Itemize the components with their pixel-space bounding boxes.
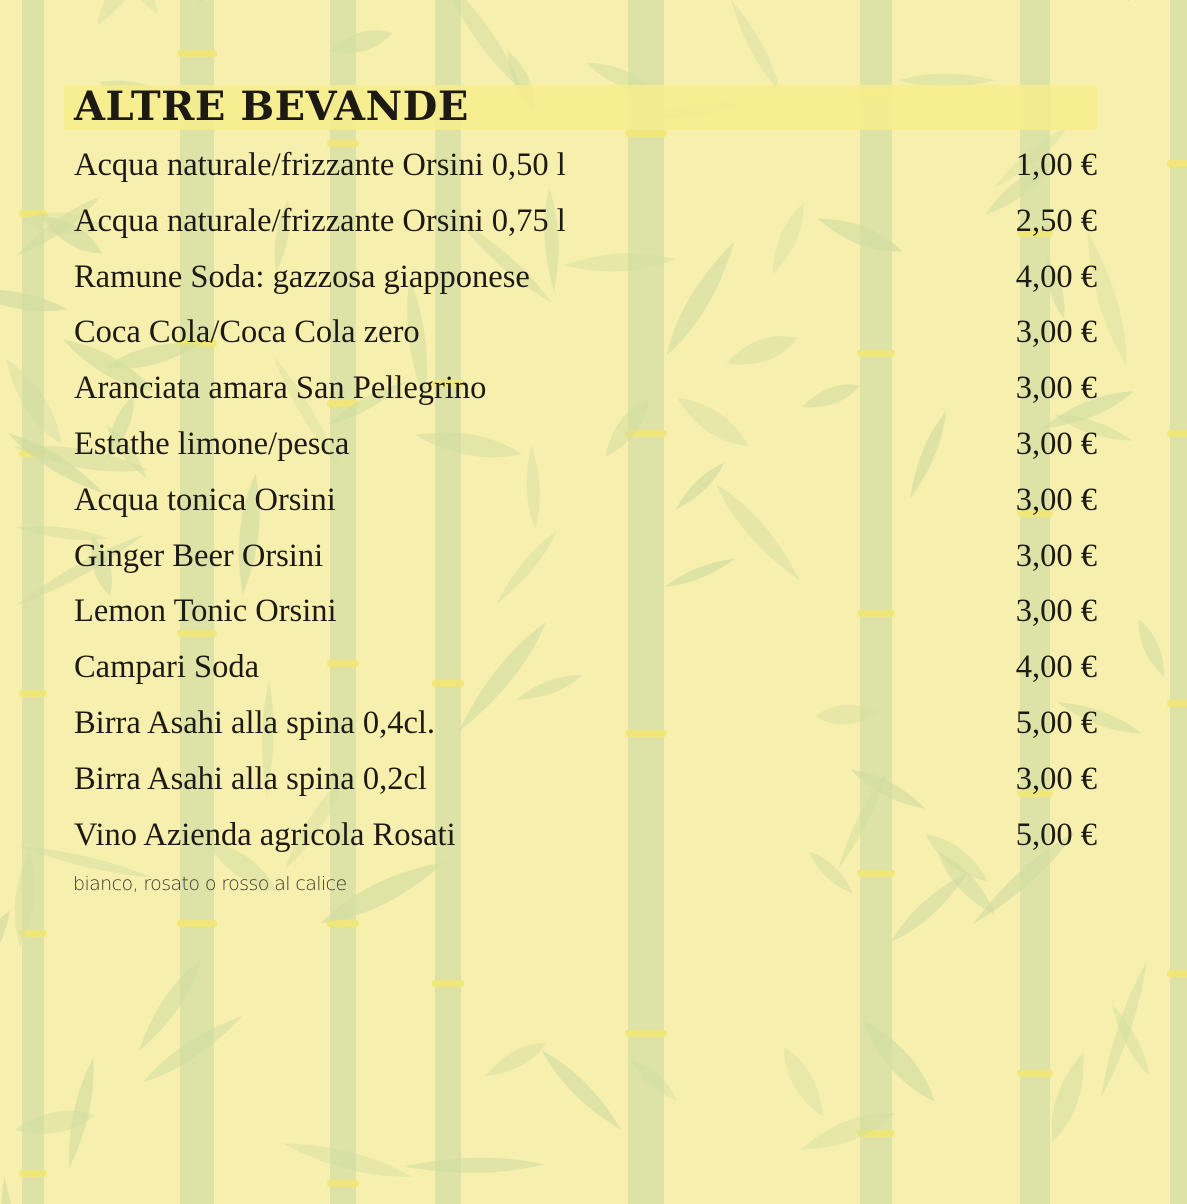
item-name: Vino Azienda agricola Rosati bbox=[74, 816, 456, 853]
item-price: 5,00 € bbox=[1015, 816, 1097, 853]
item-name: Birra Asahi alla spina 0,4cl. bbox=[74, 704, 436, 741]
item-price: 3,00 € bbox=[1015, 481, 1097, 518]
item-price: 3,00 € bbox=[1015, 760, 1097, 797]
item-price: 3,00 € bbox=[1015, 425, 1097, 462]
item-name: Birra Asahi alla spina 0,2cl bbox=[74, 760, 427, 797]
menu-item bbox=[74, 757, 1097, 813]
wine-note: bianco, rosato o rosso al calice bbox=[73, 873, 347, 895]
section-title: ALTRE BEVANDE bbox=[74, 83, 469, 130]
item-name: Coca Cola/Coca Cola zero bbox=[74, 314, 420, 351]
menu-item bbox=[74, 199, 1097, 255]
item-name: Ginger Beer Orsini bbox=[74, 537, 324, 574]
menu-item bbox=[74, 422, 1097, 478]
menu-item bbox=[74, 143, 1097, 199]
menu-item bbox=[74, 478, 1097, 534]
item-name: Acqua naturale/frizzante Orsini 0,50 l bbox=[74, 147, 566, 183]
item-price: 3,00 € bbox=[1015, 537, 1097, 574]
item-name: Lemon Tonic Orsini bbox=[74, 593, 337, 630]
item-price: 4,00 € bbox=[1015, 258, 1097, 295]
item-name: Acqua naturale/frizzante Orsini 0,75 l bbox=[74, 202, 566, 239]
item-name: Ramune Soda: gazzosa giapponese bbox=[74, 258, 530, 295]
item-name: Acqua tonica Orsini bbox=[74, 481, 336, 518]
menu-item bbox=[74, 701, 1097, 757]
menu-item bbox=[74, 310, 1097, 366]
menu-item bbox=[74, 534, 1097, 590]
drinks-list bbox=[74, 143, 1097, 868]
item-price: 3,00 € bbox=[1015, 314, 1097, 351]
item-price: 4,00 € bbox=[1015, 649, 1097, 686]
item-price: 3,00 € bbox=[1015, 370, 1097, 407]
menu-item bbox=[74, 589, 1097, 645]
item-price: 2,50 € bbox=[1015, 202, 1097, 239]
item-name: Aranciata amara San Pellegrino bbox=[74, 370, 487, 407]
item-price: 3,00 € bbox=[1015, 593, 1097, 630]
item-price: 1,00 € bbox=[1015, 147, 1097, 183]
menu-item bbox=[74, 813, 1097, 869]
item-name: Estathe limone/pesca bbox=[74, 425, 350, 462]
menu-item bbox=[74, 645, 1097, 701]
menu-item bbox=[74, 366, 1097, 422]
item-price: 5,00 € bbox=[1015, 704, 1097, 741]
menu-item bbox=[74, 255, 1097, 311]
item-name: Campari Soda bbox=[74, 649, 260, 686]
